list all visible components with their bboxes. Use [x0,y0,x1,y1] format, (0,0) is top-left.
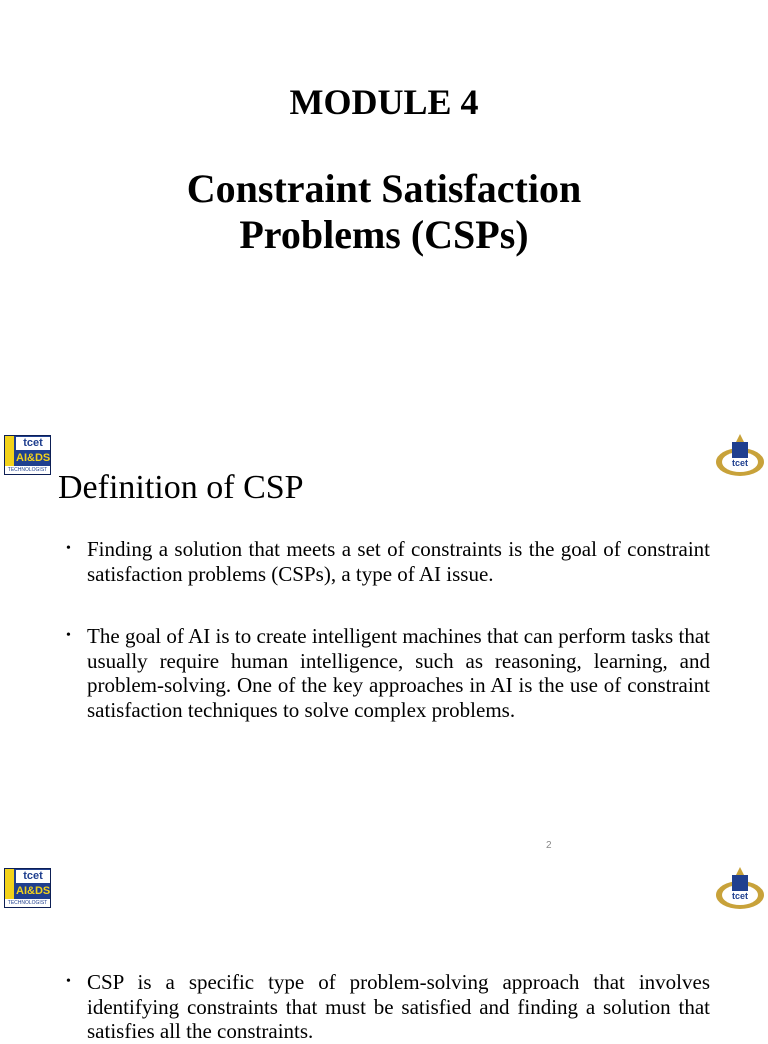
slide-title-line-1: Constraint Satisfaction [186,166,582,211]
tcet-aids-logo [4,435,51,475]
bullet-dot: • [66,628,71,643]
bullet-text: Finding a solution that meets a set of constraints is the goal of constraint satisfaction problems (CSPs), a type of AI issue. [87,537,710,586]
tcet-crest-logo [714,434,766,480]
slide-title [0,166,768,258]
page-number: 2 [546,840,552,851]
logo-aids-text: AI&DS [16,452,51,464]
bullet-text: CSP is a specific type of problem-solving approach that involves identifying constraints that must be satisfied and finding a solution that satisfies all the constraints. [87,970,710,1043]
module-title: MODULE 4 [289,82,479,122]
crest-logo-text: tcet [731,458,749,468]
logo-tcet-text: tcet [16,870,50,883]
list-item [66,537,710,586]
crest-logo-text: tcet [731,891,749,901]
bullet-text: The goal of AI is to create intelligent machines that can perform tasks that usually require human intelligence, such as reasoning, learning, and problem-solving. One of the key approaches in AI is the use of constraint satisfaction techniques to solve complex problems. [87,624,710,722]
section-title: Definition of CSP [58,469,304,506]
logo-tagline: TECHNOLOGIST [5,899,50,907]
tcet-aids-logo [4,868,51,908]
bullet-dot: • [66,974,71,989]
tcet-crest-logo [714,867,766,913]
list-item [66,624,710,722]
slide-title-line-2: Problems (CSPs) [239,212,529,257]
logo-tcet-text: tcet [16,437,50,450]
list-item [66,970,710,1044]
bullet-dot: • [66,541,71,556]
logo-tagline: TECHNOLOGIST [5,466,50,474]
logo-aids-text: AI&DS [16,885,51,897]
